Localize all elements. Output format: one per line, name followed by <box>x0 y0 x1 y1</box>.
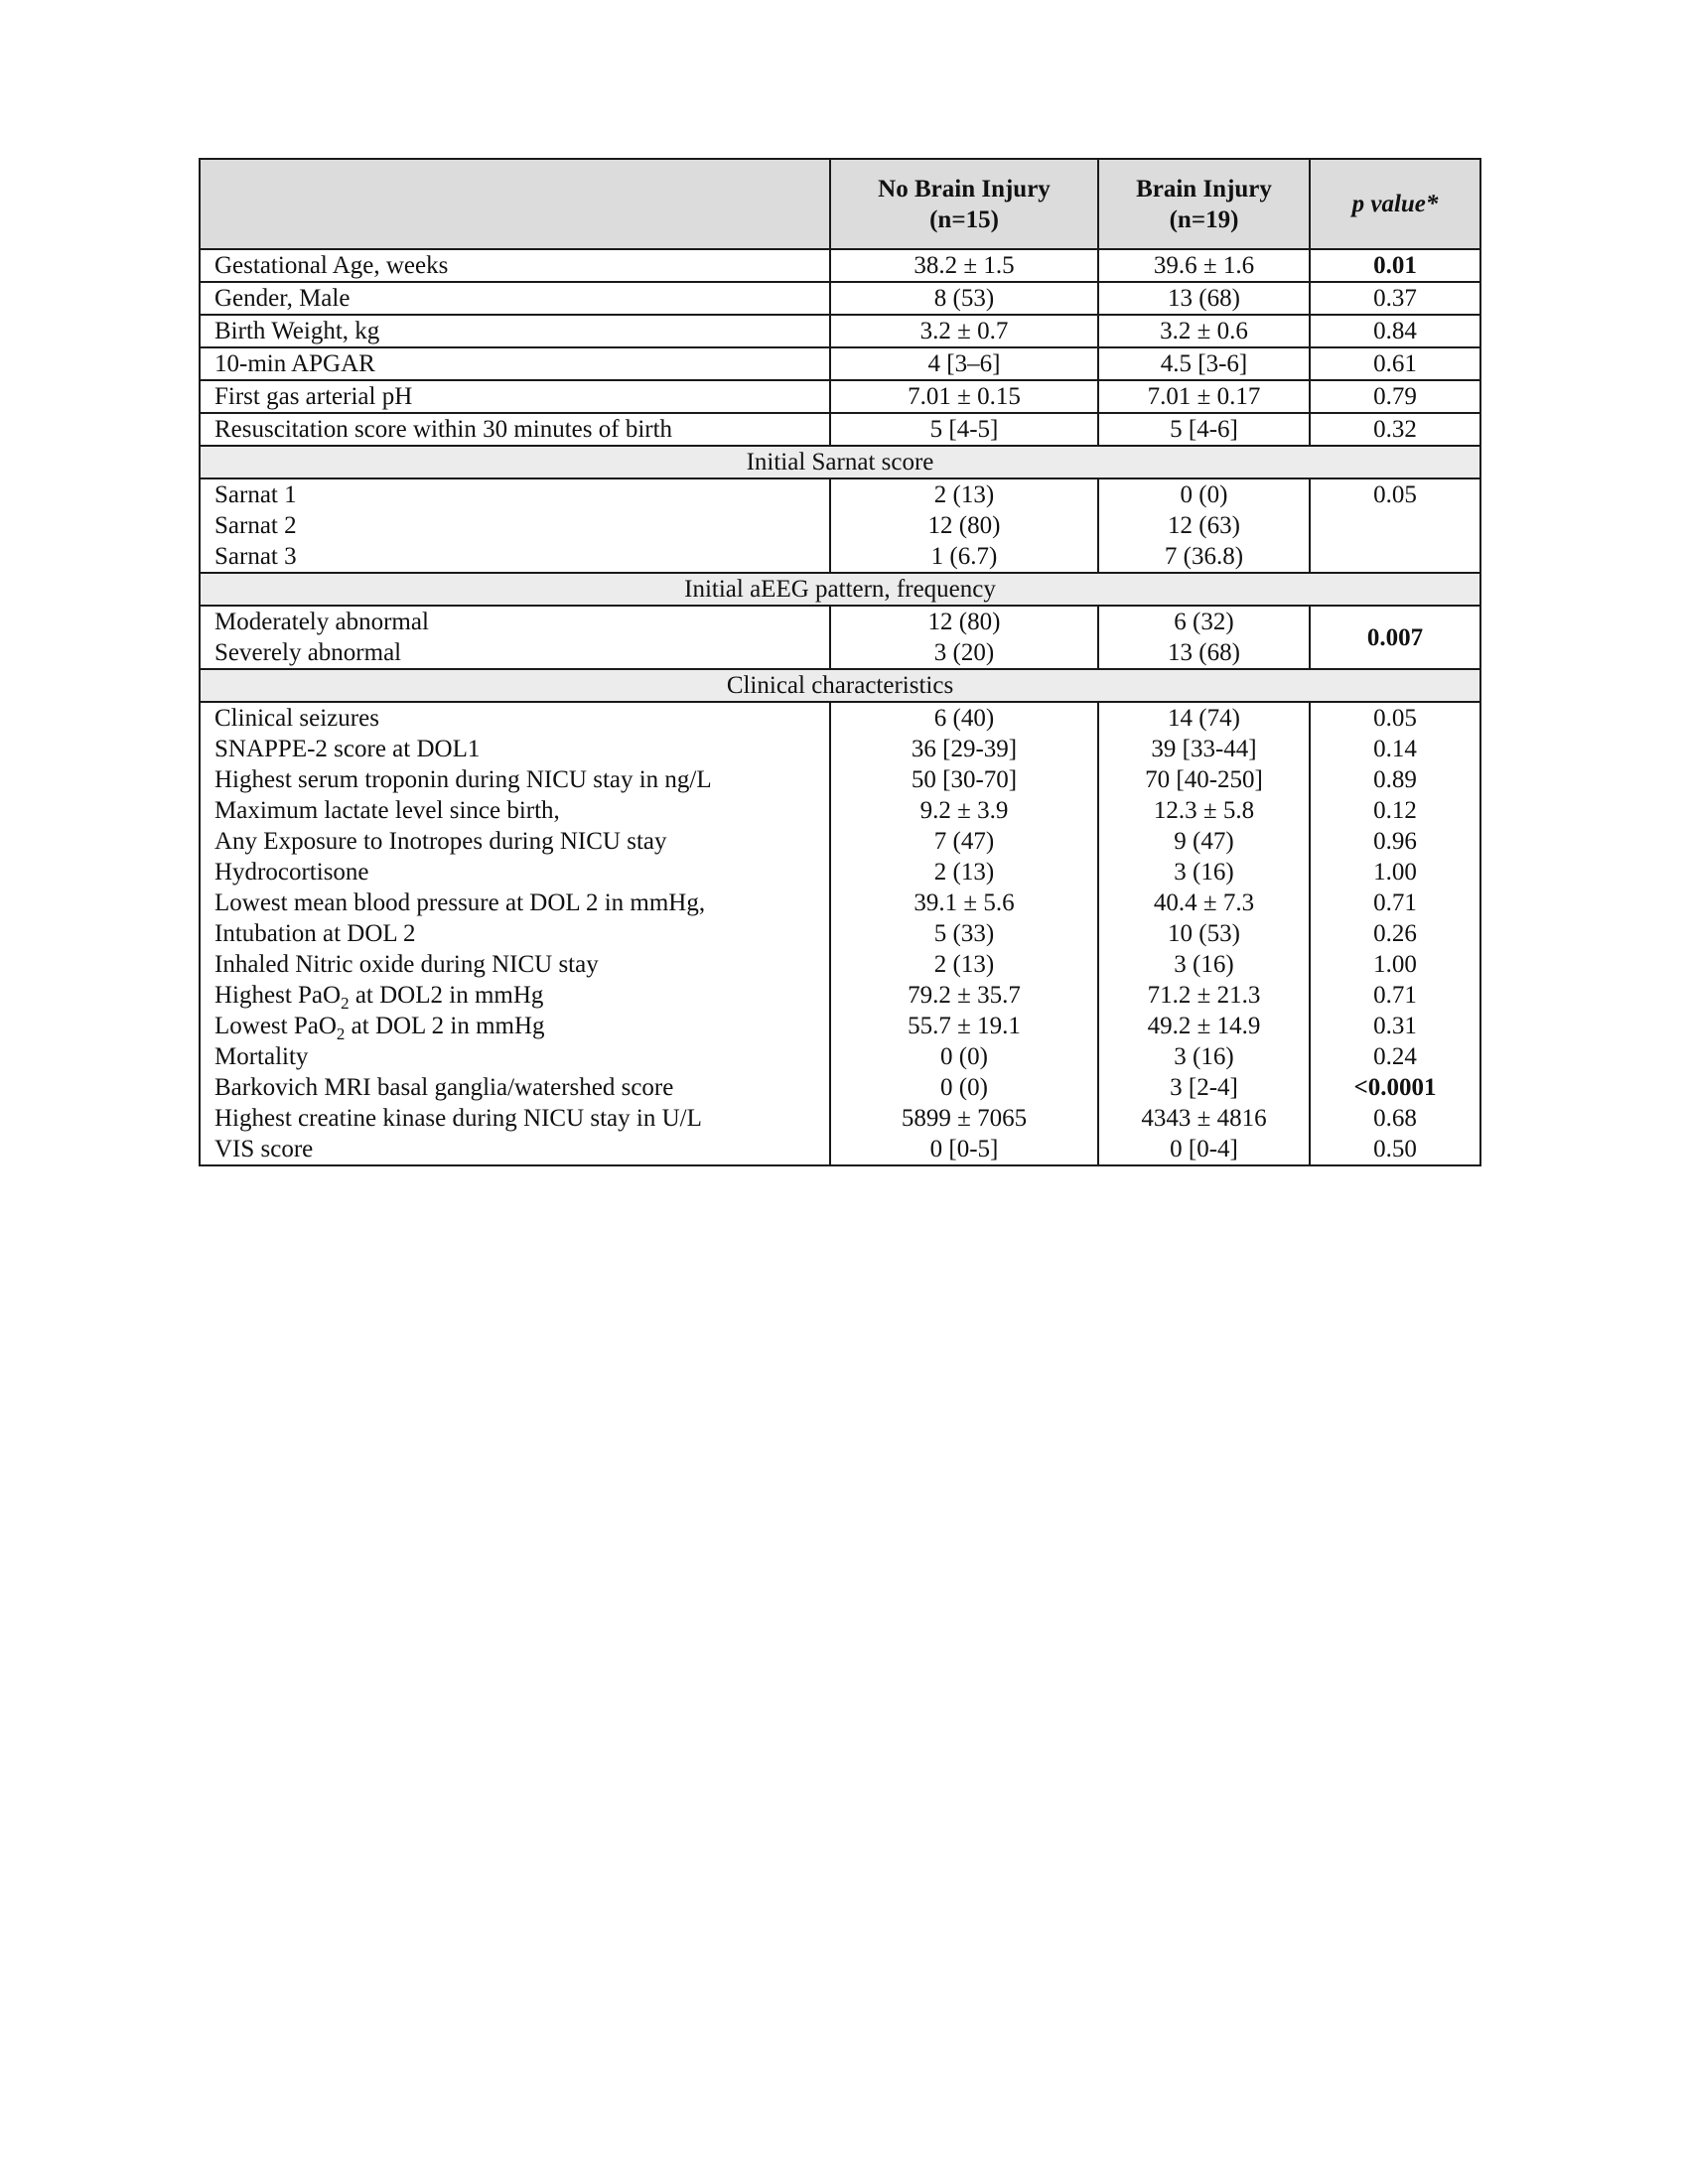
aeeg-labels <box>200 606 830 669</box>
p-value: 0.79 <box>1310 380 1480 413</box>
injury-value: 0 (0) <box>1180 481 1228 508</box>
clinical-no-injury-values <box>830 702 1098 1165</box>
p-value: 0.05 <box>1373 705 1417 732</box>
clinical-label: Lowest mean blood pressure at DOL 2 in mmHg, <box>214 889 706 916</box>
injury-value: 0 [0-4] <box>1170 1136 1238 1162</box>
clinical-label: Inhaled Nitric oxide during NICU stay <box>214 951 599 978</box>
injury-value: 12.3 ± 5.8 <box>1153 797 1255 824</box>
no-injury-value: 5 [4-5] <box>830 413 1098 446</box>
table-row <box>200 413 1480 446</box>
injury-value: 5 [4-6] <box>1098 413 1310 446</box>
table-row <box>200 282 1480 315</box>
no-injury-value: 39.1 ± 5.6 <box>914 889 1015 916</box>
no-injury-value: 2 (13) <box>933 951 995 978</box>
injury-value: 12 (63) <box>1168 512 1240 539</box>
no-injury-value: 3 (20) <box>933 639 995 666</box>
p-value: 1.00 <box>1373 951 1417 978</box>
no-injury-value: 5899 ± 7065 <box>901 1105 1028 1132</box>
sarnat-labels <box>200 478 830 573</box>
p-value: 0.50 <box>1373 1136 1417 1162</box>
clinical-injury-values <box>1098 702 1310 1165</box>
injury-value: 3 (16) <box>1174 859 1234 886</box>
p-value: 0.14 <box>1373 736 1417 762</box>
aeeg-label: Severely abnormal <box>214 639 402 666</box>
header-injury-n: (n=19) <box>1169 205 1239 233</box>
no-injury-value: 7 (47) <box>933 828 995 855</box>
no-injury-value: 38.2 ± 1.5 <box>830 249 1098 282</box>
no-injury-value: 2 (13) <box>933 859 995 886</box>
aeeg-label: Moderately abnormal <box>214 609 429 635</box>
p-value: <0.0001 <box>1353 1074 1437 1101</box>
header-injury-title: Brain Injury <box>1136 175 1272 203</box>
p-value: 0.24 <box>1373 1043 1417 1070</box>
injury-value: 7 (36.8) <box>1164 543 1244 570</box>
p-value: 0.84 <box>1310 315 1480 347</box>
p-value: 0.26 <box>1373 920 1417 947</box>
p-value: 0.01 <box>1310 249 1480 282</box>
injury-value: 6 (32) <box>1174 609 1234 635</box>
no-injury-value: 4 [3–6] <box>830 347 1098 380</box>
no-injury-value: 9.2 ± 3.9 <box>919 797 1009 824</box>
sarnat-label: Sarnat 3 <box>214 543 297 570</box>
sarnat-row <box>200 478 1480 573</box>
section-title: Initial Sarnat score <box>200 446 1480 478</box>
injury-value: 7.01 ± 0.17 <box>1098 380 1310 413</box>
no-injury-value: 36 [29-39] <box>911 736 1018 762</box>
injury-value: 3.2 ± 0.6 <box>1098 315 1310 347</box>
no-injury-value: 55.7 ± 19.1 <box>908 1013 1021 1039</box>
injury-value: 9 (47) <box>1174 828 1234 855</box>
p-value: 0.05 <box>1310 478 1480 573</box>
injury-value: 10 (53) <box>1168 920 1240 947</box>
injury-value: 39.6 ± 1.6 <box>1098 249 1310 282</box>
header-label-cell <box>200 159 830 249</box>
clinical-label: Mortality <box>214 1043 309 1070</box>
section-row-sarnat <box>200 446 1480 478</box>
characteristics-table <box>199 158 1481 1166</box>
p-value: 0.61 <box>1310 347 1480 380</box>
injury-value: 3 [2-4] <box>1170 1074 1238 1101</box>
sarnat-no-injury-values <box>830 478 1098 573</box>
p-value: 0.007 <box>1310 606 1480 669</box>
no-injury-value: 5 (33) <box>933 920 995 947</box>
row-label: Gestational Age, weeks <box>200 249 830 282</box>
injury-value: 14 (74) <box>1168 705 1240 732</box>
header-row <box>200 159 1480 249</box>
no-injury-value: 2 (13) <box>933 481 995 508</box>
aeeg-no-injury-values <box>830 606 1098 669</box>
table-row <box>200 249 1480 282</box>
no-injury-value: 6 (40) <box>933 705 995 732</box>
injury-value: 39 [33-44] <box>1151 736 1257 762</box>
row-label: Birth Weight, kg <box>200 315 830 347</box>
header-no-injury <box>830 159 1098 249</box>
clinical-row <box>200 702 1480 1165</box>
sarnat-label: Sarnat 1 <box>214 481 297 508</box>
p-value: 0.71 <box>1373 889 1417 916</box>
p-value: 0.96 <box>1373 828 1417 855</box>
header-no-injury-n: (n=15) <box>929 205 999 233</box>
section-title: Initial aEEG pattern, frequency <box>200 573 1480 606</box>
injury-value: 3 (16) <box>1174 1043 1234 1070</box>
clinical-label: Maximum lactate level since birth, <box>214 797 560 824</box>
row-label: Gender, Male <box>200 282 830 315</box>
p-value: 0.12 <box>1373 797 1417 824</box>
injury-value: 70 [40-250] <box>1145 766 1263 793</box>
p-value: 0.31 <box>1373 1013 1417 1039</box>
p-value: 0.68 <box>1373 1105 1417 1132</box>
no-injury-value: 12 (80) <box>927 512 1001 539</box>
clinical-label: Hydrocortisone <box>214 859 369 886</box>
no-injury-value: 0 [0-5] <box>929 1136 999 1162</box>
clinical-label: SNAPPE-2 score at DOL1 <box>214 736 481 762</box>
clinical-label: Highest serum troponin during NICU stay in ng/L <box>214 766 712 793</box>
no-injury-value: 0 (0) <box>940 1074 988 1101</box>
table-row <box>200 380 1480 413</box>
p-value: 1.00 <box>1373 859 1417 886</box>
sarnat-label: Sarnat 2 <box>214 512 297 539</box>
injury-value: 13 (68) <box>1168 639 1240 666</box>
p-value: 0.89 <box>1373 766 1417 793</box>
clinical-label: Barkovich MRI basal ganglia/watershed score <box>214 1074 674 1101</box>
clinical-label: Lowest PaO$_2$ at DOL 2 in mmHg <box>214 1013 545 1043</box>
injury-value: 13 (68) <box>1098 282 1310 315</box>
table-row <box>200 347 1480 380</box>
aeeg-injury-values <box>1098 606 1310 669</box>
no-injury-value: 0 (0) <box>940 1043 988 1070</box>
clinical-label: Highest PaO$_2$ at DOL2 in mmHg <box>214 982 544 1013</box>
section-row-clinical <box>200 669 1480 702</box>
clinical-p-values <box>1310 702 1480 1165</box>
section-title: Clinical characteristics <box>200 669 1480 702</box>
p-value: 0.32 <box>1310 413 1480 446</box>
clinical-label: Any Exposure to Inotropes during NICU stay <box>214 828 667 855</box>
section-row-aeeg <box>200 573 1480 606</box>
p-value: 0.71 <box>1373 982 1417 1009</box>
table-row <box>200 315 1480 347</box>
sarnat-injury-values <box>1098 478 1310 573</box>
clinical-labels <box>200 702 830 1165</box>
clinical-label: Highest creatine kinase during NICU stay in U/L <box>214 1105 702 1132</box>
row-label: Resuscitation score within 30 minutes of birth <box>200 413 830 446</box>
injury-value: 3 (16) <box>1174 951 1234 978</box>
no-injury-value: 79.2 ± 35.7 <box>908 982 1021 1009</box>
aeeg-row <box>200 606 1480 669</box>
row-label: 10-min APGAR <box>200 347 830 380</box>
no-injury-value: 7.01 ± 0.15 <box>830 380 1098 413</box>
clinical-label: VIS score <box>214 1136 314 1162</box>
p-value: 0.37 <box>1310 282 1480 315</box>
header-p-value: p value* <box>1310 159 1480 249</box>
row-label: First gas arterial pH <box>200 380 830 413</box>
injury-value: 4.5 [3-6] <box>1098 347 1310 380</box>
clinical-label: Clinical seizures <box>214 705 379 732</box>
no-injury-value: 1 (6.7) <box>930 543 998 570</box>
header-no-injury-title: No Brain Injury <box>878 175 1051 203</box>
no-injury-value: 3.2 ± 0.7 <box>830 315 1098 347</box>
injury-value: 49.2 ± 14.9 <box>1147 1013 1261 1039</box>
injury-value: 71.2 ± 21.3 <box>1147 982 1261 1009</box>
clinical-label: Intubation at DOL 2 <box>214 920 416 947</box>
header-injury <box>1098 159 1310 249</box>
no-injury-value: 50 [30-70] <box>911 766 1018 793</box>
injury-value: 40.4 ± 7.3 <box>1153 889 1255 916</box>
injury-value: 4343 ± 4816 <box>1141 1105 1267 1132</box>
no-injury-value: 8 (53) <box>830 282 1098 315</box>
no-injury-value: 12 (80) <box>927 609 1001 635</box>
